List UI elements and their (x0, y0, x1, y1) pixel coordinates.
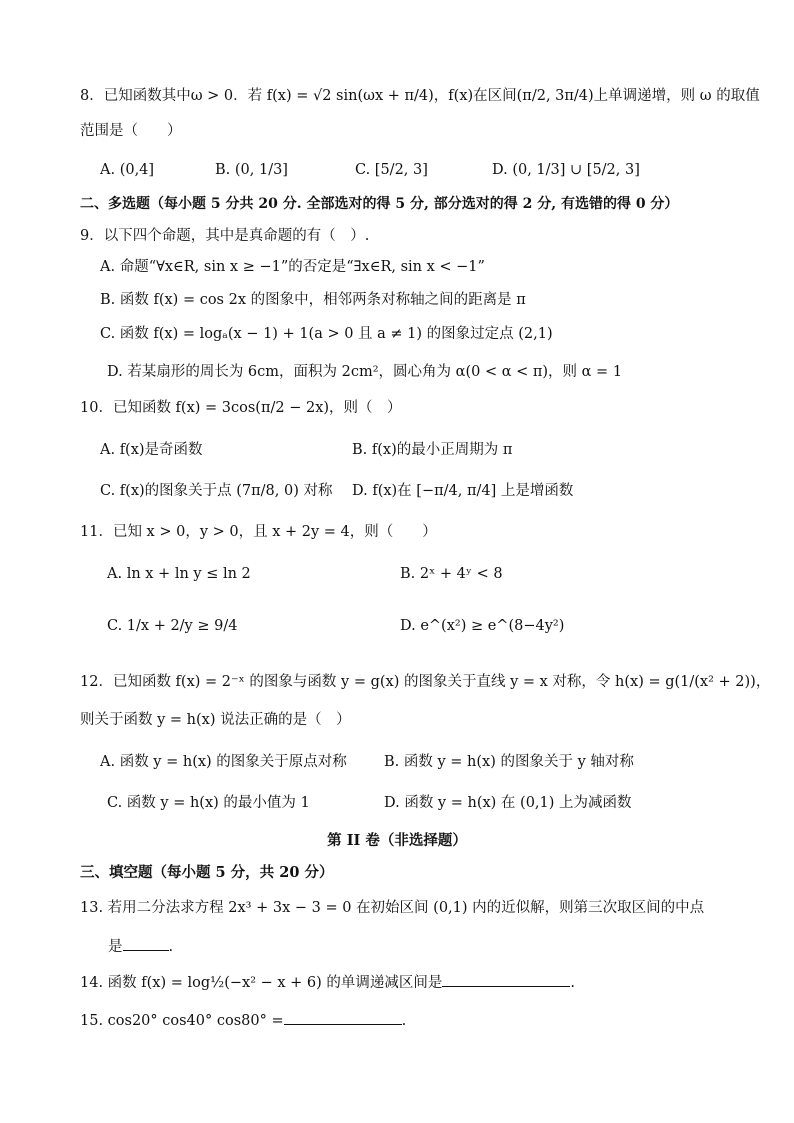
question-10-option-c: C. f(x)的图象关于点 (7π/8, 0) 对称 (100, 483, 333, 499)
question-15-answer-blank[interactable] (284, 1010, 402, 1025)
question-11-stem: 11．已知 x > 0，y > 0，且 x + 2y = 4，则（ ） (80, 524, 437, 540)
question-13-prefix: 是 (108, 939, 123, 955)
question-8-option-c: C. [5/2, 3] (355, 162, 428, 178)
question-9-option-d: D. 若某扇形的周长为 6cm，面积为 2cm²，圆心角为 α(0 < α < π)，则 α = 1 (107, 364, 623, 380)
question-12-stem: 12．已知函数 f(x) = 2⁻ˣ 的图象与函数 y = g(x) 的图象关于直线 y = x 对称，令 h(x) = g(1/(x² + 2))， (80, 674, 771, 690)
question-11-option-a: A. ln x + ln y ≤ ln 2 (107, 566, 251, 582)
question-15-line (80, 1010, 406, 1030)
question-8-option-a: A. (0,4] (100, 162, 155, 178)
question-13-line-2 (108, 936, 173, 956)
section-3-heading: 三、填空题（每小题 5 分，共 20 分） (80, 864, 334, 881)
question-9-option-b: B. 函数 f(x) = cos 2x 的图象中，相邻两条对称轴之间的距离是 π (100, 292, 526, 308)
question-14-answer-blank[interactable] (442, 972, 570, 987)
question-14-text: 14. 函数 f(x) = log½(−x² − x + 6) 的单调递减区间是 (80, 975, 443, 991)
question-10-option-d: D. f(x)在 [−π/4, π/4] 上是增函数 (352, 483, 574, 499)
question-10-stem: 10．已知函数 f(x) = 3cos(π/2 − 2x)，则（ ） (80, 400, 402, 416)
question-10-option-b: B. f(x)的最小正周期为 π (352, 442, 513, 458)
question-9-option-c: C. 函数 f(x) = logₐ(x − 1) + 1(a > 0 且 a ≠ 1) 的图象过定点 (2,1) (100, 326, 553, 342)
question-11-option-b: B. 2ˣ + 4ʸ < 8 (400, 566, 503, 582)
question-15-text: 15. cos20° cos40° cos80° = (80, 1013, 284, 1029)
question-8-option-d: D. (0, 1/3] ∪ [5/2, 3] (492, 162, 640, 178)
question-11-option-c: C. 1/x + 2/y ≥ 9/4 (107, 618, 238, 634)
question-13-answer-blank[interactable] (123, 936, 169, 951)
question-14-suffix: . (570, 975, 576, 991)
question-12-option-c: C. 函数 y = h(x) 的最小值为 1 (107, 795, 310, 811)
question-8-option-b: B. (0, 1/3] (215, 162, 288, 178)
question-13-line-1: 13. 若用二分法求方程 2x³ + 3x − 3 = 0 在初始区间 (0,1) 内的近似解，则第三次取区间的中点 (80, 900, 705, 916)
question-12-option-d: D. 函数 y = h(x) 在 (0,1) 上为减函数 (384, 795, 632, 811)
question-13-suffix: . (168, 939, 174, 955)
question-10-option-a: A. f(x)是奇函数 (100, 442, 203, 458)
question-11-option-d: D. e^(x²) ≥ e^(8−4y²) (400, 618, 565, 634)
question-9-option-a: A. 命题“∀x∈R, sin x ≥ −1”的否定是“∃x∈R, sin x < −1” (100, 259, 485, 275)
question-12-stem-2: 则关于函数 y = h(x) 说法正确的是（ ） (80, 712, 351, 728)
question-9-stem: 9．以下四个命题，其中是真命题的有（ ）. (80, 228, 370, 244)
section-2-heading: 二、多选题（每小题 5 分共 20 分. 全部选对的得 5 分, 部分选对的得 2 分, 有选错的得 0 分） (80, 196, 679, 212)
question-8-line-2: 范围是（ ） (80, 123, 182, 139)
part-2-heading: 第 II 卷（非选择题） (327, 832, 467, 849)
question-14-line (80, 972, 575, 992)
question-8-line-1: 8．已知函数其中ω > 0．若 f(x) = √2 sin(ωx + π/4)，f(x)在区间(π/2, 3π/4)上单调递增，则 ω 的取值 (80, 88, 760, 104)
question-12-option-a: A. 函数 y = h(x) 的图象关于原点对称 (100, 754, 347, 770)
question-15-suffix: . (401, 1013, 407, 1029)
question-12-option-b: B. 函数 y = h(x) 的图象关于 y 轴对称 (384, 754, 634, 770)
